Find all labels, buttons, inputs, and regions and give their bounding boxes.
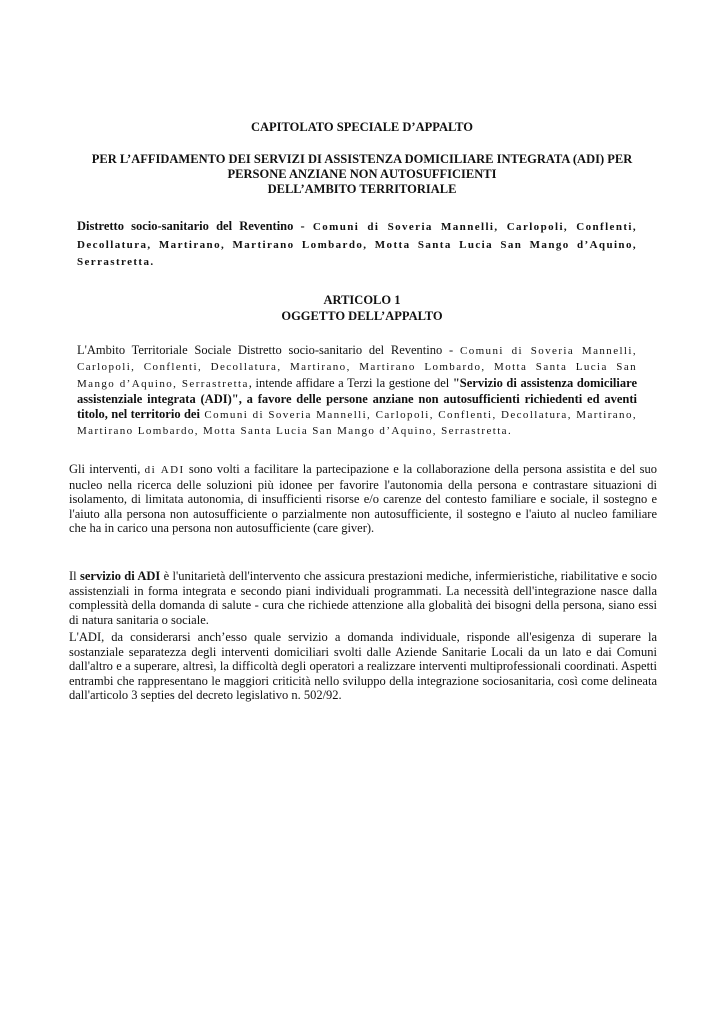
adi-paragraph: L'ADI, da considerarsi anch’esso quale servizio a domanda individuale, risponde all'esigenza di superare la sostanziale separatezza degli interventi domiciliari svolti dalle Aziende Sanitarie Locali da un lato e dai Comuni dall'altro e a superare, altresì, la difficoltà degli operatori a realizzare interventi multiprofessionali coordinati. Aspetti entrambi che rappresentano le maggiori criticità nello sviluppo della integrazione sociosanitaria, così come delineata dall'articolo 3 septies del decreto legislativo n. 502/92. xyxy=(69,630,657,703)
interventi-text-c: sono volti a facilitare la partecipazione e la collaborazione della persona assistita e del suo nucleo nella ricerca delle soluzioni più idonee per favorire l'autonomia della persona e contrastare situazioni di isolamento, di limitata autonomia, di insufficienti risorse e/o carenze del contesto familiare e sociale, il sostegno e l'aiuto alla persona non autosufficiente o parzialmente non autosufficiente, il sostegno e l'aiuto al nucleo familiare che ha in carico una persona non autosufficiente (care giver). xyxy=(69,462,657,536)
district-block xyxy=(77,218,637,271)
document-subtitle-line-3: DELL’AMBITO TERRITORIALE xyxy=(267,182,457,196)
article-heading: OGGETTO DELL’APPALTO xyxy=(281,309,443,323)
servizio-text-a: Il xyxy=(69,569,80,583)
document-title: CAPITOLATO SPECIALE D’APPALTO xyxy=(250,120,474,134)
interventi-adi: di ADI xyxy=(144,464,185,476)
intro-service-name: "Servizio di assistenza domiciliare assistenziale integrata (ADI)", a favore delle persone anziane non autosufficienti richiedenti ed aventi titolo, nel territorio dei xyxy=(77,375,637,422)
document-subtitle-line-1: PER L’AFFIDAMENTO DEI SERVIZI DI ASSISTENZA DOMICILIARE INTEGRATA (ADI) PER xyxy=(91,152,633,166)
article-number: ARTICOLO 1 xyxy=(323,293,401,307)
intro-text-a: L'Ambito Territoriale Sociale Distretto socio-sanitario del Reventino - xyxy=(77,343,460,357)
intro-comuni-1: Comuni di Soveria Mannelli, Carlopoli, Conflenti, Decollatura, Martirano, Martirano Lombardo, Motta Santa Lucia San Mango d’Aquino, Serrastretta xyxy=(77,345,637,390)
servizio-adi: servizio di ADI xyxy=(79,569,161,583)
servizio-paragraph xyxy=(69,569,657,627)
interventi-text-a: Gli interventi, xyxy=(69,462,145,476)
intro-paragraph xyxy=(77,343,637,440)
servizio-text-c: è l'unitarietà dell'intervento che assicura prestazioni mediche, infermieristiche, riabilitative e socio assistenziali in forma integrata e secondo piani individuali programmati. La necessità dell'integrazione nasce dalla complessità della domanda di salute - cura che richiede attenzione alla globalità dei bisogni della persona, siano essi di natura sanitaria o sociale. xyxy=(69,569,657,627)
intro-text-c: , intende affidare a Terzi la gestione del xyxy=(248,375,453,390)
district-name: Distretto socio-sanitario del Reventino - xyxy=(77,219,305,233)
intro-comuni-2: Comuni di Soveria Mannelli, Carlopoli, Conflenti, Decollatura, Martirano, Martirano Lombardo, Motta Santa Lucia San Mango d’Aquino, Serrastretta. xyxy=(77,409,637,438)
document-subtitle-line-2: PERSONE ANZIANE NON AUTOSUFFICIENTI xyxy=(227,167,497,181)
district-comuni: Comuni di Soveria Mannelli, Carlopoli, Conflenti, Decollatura, Martirano, Martirano Lombardo, Motta Santa Lucia San Mango d’Aquino, Serrastretta. xyxy=(77,221,638,268)
interventi-paragraph xyxy=(69,462,657,536)
